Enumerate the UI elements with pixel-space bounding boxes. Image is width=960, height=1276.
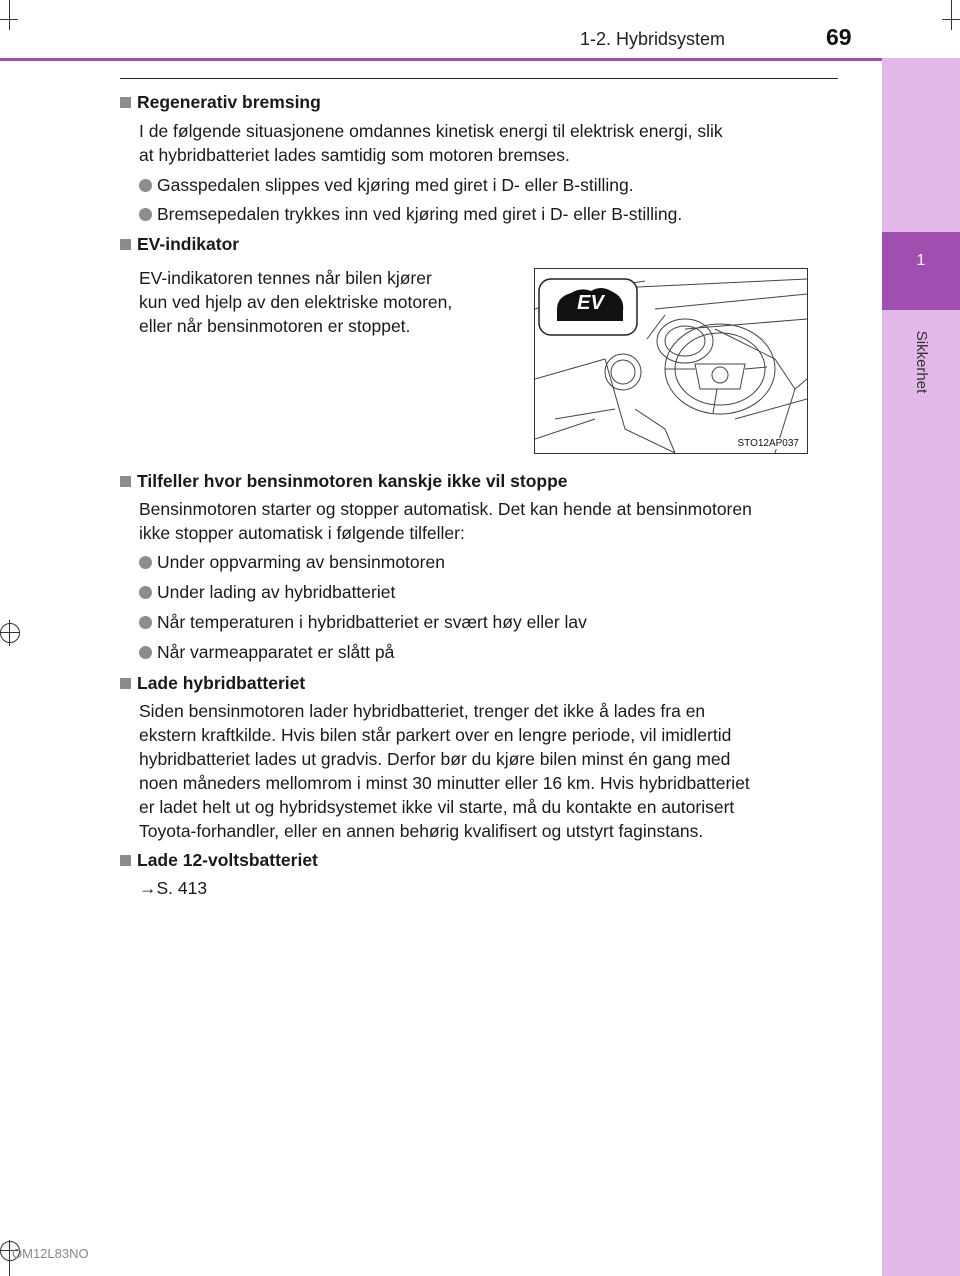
registration-circle xyxy=(0,623,20,643)
regen-body-line: I de følgende situasjonene omdannes kinetisk energi til elektrisk energi, slik xyxy=(139,121,723,141)
nostop-body-line: ikke stopper automatisk i følgende tilfeller: xyxy=(139,523,465,543)
list-item: Bremsepedalen trykkes inn ved kjøring med giret i D- eller B-stilling. xyxy=(139,202,682,226)
nostop-body-line: Bensinmotoren starter og stopper automatisk. Det kan hende at bensinmotoren xyxy=(139,499,752,519)
charge-body-line: noen måneders mellomrom i minst 30 minutter eller 16 km. Hvis hybridbatteriet xyxy=(139,773,750,793)
section-title: 1-2. Hybridsystem xyxy=(580,29,726,49)
dot-bullet-icon xyxy=(139,179,152,192)
list-item: Under oppvarming av bensinmotoren xyxy=(139,550,445,574)
content-rule xyxy=(120,78,838,79)
arrow-right-icon: → xyxy=(139,878,157,898)
dot-bullet-icon xyxy=(139,616,152,629)
section-heading-nostop: Tilfeller hvor bensinmotoren kanskje ikke vil stoppe xyxy=(120,469,568,493)
ev-badge-label: EV xyxy=(577,292,604,314)
chapter-tab-active[interactable] xyxy=(882,232,960,310)
crop-mark xyxy=(951,0,952,30)
charge-body-line: Siden bensinmotoren lader hybridbatteriet, trenger det ikke å lades fra en xyxy=(139,701,706,721)
charge-body-line: ekstern kraftkilde. Hvis bilen står parkert over en lengre periode, vil imidlertid xyxy=(139,725,732,745)
chapter-label: Sikkerhet xyxy=(913,330,930,394)
charge-body-line: Toyota-forhandler, eller en annen behørig kvalifisert og utstyrt faginstans. xyxy=(139,821,704,841)
square-bullet-icon xyxy=(120,678,131,689)
header-rule xyxy=(0,58,882,61)
section-heading-twelve: Lade 12-voltsbatteriet xyxy=(120,848,318,872)
figure-caption: STO12AP037 xyxy=(737,438,799,449)
page-reference-link[interactable]: →S. 413 xyxy=(139,878,208,898)
crop-mark xyxy=(9,0,10,30)
footer-code: OM12L83NO xyxy=(12,1246,89,1261)
square-bullet-icon xyxy=(120,476,131,487)
charge-body-line: hybridbatteriet lades ut gradvis. Derfor bør du kjøre bilen minst én gang med xyxy=(139,749,731,769)
square-bullet-icon xyxy=(120,855,131,866)
square-bullet-icon xyxy=(120,97,131,108)
list-item: Under lading av hybridbatteriet xyxy=(139,580,395,604)
ev-indicator-figure xyxy=(534,268,808,454)
section-heading-regen: Regenerativ bremsing xyxy=(120,90,321,114)
list-item: Når varmeapparatet er slått på xyxy=(139,640,394,664)
list-item: Når temperaturen i hybridbatteriet er svært høy eller lav xyxy=(139,610,587,634)
ev-body-line: EV-indikatoren tennes når bilen kjører xyxy=(139,268,432,288)
ev-body-line: kun ved hjelp av den elektriske motoren, xyxy=(139,292,453,312)
chapter-number: 1 xyxy=(916,252,926,269)
dot-bullet-icon xyxy=(139,208,152,221)
regen-body-line: at hybridbatteriet lades samtidig som motoren bremses. xyxy=(139,145,570,165)
dot-bullet-icon xyxy=(139,586,152,599)
charge-body-line: er ladet helt ut og hybridsystemet ikke vil starte, må du kontakte en autorisert xyxy=(139,797,735,817)
ev-body-line: eller når bensinmotoren er stoppet. xyxy=(139,316,411,336)
list-item: Gasspedalen slippes ved kjøring med giret i D- eller B-stilling. xyxy=(139,173,634,197)
dot-bullet-icon xyxy=(139,646,152,659)
dot-bullet-icon xyxy=(139,556,152,569)
square-bullet-icon xyxy=(120,239,131,250)
page-number: 69 xyxy=(826,24,852,50)
section-heading-charge: Lade hybridbatteriet xyxy=(120,671,305,695)
section-heading-ev: EV-indikator xyxy=(120,232,239,256)
